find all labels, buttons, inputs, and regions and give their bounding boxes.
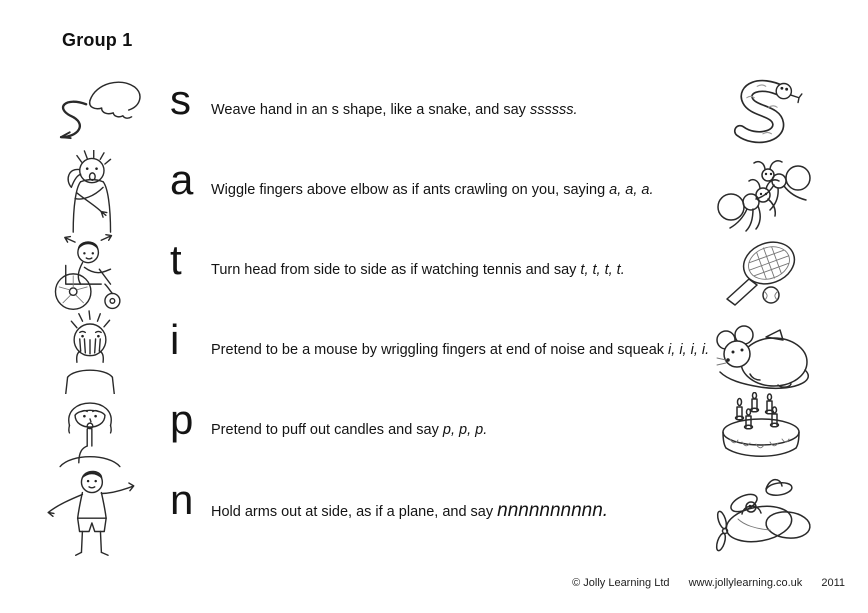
copyright-text: © Jolly Learning Ltd (572, 577, 670, 589)
action-description: Weave hand in an s shape, like a snake, and say (211, 102, 530, 118)
phoneme-letter-s: s (170, 76, 191, 123)
phoneme-letter-p: p (170, 396, 194, 443)
action-description: Pretend to be a mouse by wriggling fingers at end of noise and squeak (211, 342, 669, 358)
action-text (211, 101, 577, 120)
phoneme-letter-n: n (170, 476, 194, 523)
action-text (211, 261, 625, 280)
child-wriggling-fingers-at-nose-image (28, 310, 152, 394)
phoneme-letter-i: i (170, 316, 180, 363)
website-text: www.jollylearning.co.uk (688, 577, 803, 589)
phoneme-row-i (0, 310, 868, 394)
action-description: Turn head from side to side as if watching tennis and say (211, 262, 581, 278)
child-with-arms-out-like-plane-image (28, 470, 152, 554)
phoneme-sound: nnnnnnnnnn. (497, 500, 609, 521)
snake-image (696, 70, 826, 154)
phoneme-sound: i, i, i, i. (668, 342, 710, 358)
child-in-wheelchair-turning-head-image (28, 230, 152, 314)
page-title: Group 1 (62, 30, 133, 50)
action-text (211, 181, 654, 200)
phoneme-letter-a: a (170, 156, 194, 203)
footer (572, 577, 845, 589)
mouse-image (696, 310, 826, 394)
phoneme-row-t (0, 230, 868, 314)
phoneme-row-a (0, 150, 868, 234)
phoneme-letter-t: t (170, 236, 182, 283)
phoneme-sound: t, t, t, t. (580, 262, 625, 278)
action-description: Wiggle fingers above elbow as if ants crawling on you, saying (211, 182, 610, 198)
action-text (211, 421, 487, 440)
child-puffing-out-candles-image (28, 390, 152, 474)
tennis-racket-and-ball-image (696, 230, 826, 314)
ants-image (696, 150, 826, 234)
phoneme-row-p (0, 390, 868, 474)
phoneme-row-s (0, 70, 868, 154)
birthday-cake-with-candles-image (696, 390, 826, 474)
phoneme-row-n (0, 470, 868, 554)
phoneme-sound: ssssss. (529, 102, 578, 118)
year-text: 2011 (821, 577, 845, 589)
aeroplane-image (696, 470, 826, 554)
action-text (211, 341, 709, 360)
action-description: Hold arms out at side, as if a plane, and say (211, 504, 498, 520)
action-text (211, 501, 608, 522)
hand-weaving-s-shape-image (28, 70, 152, 154)
phoneme-sound: p, p, p. (442, 422, 488, 438)
phoneme-sound: a, a, a. (609, 182, 654, 198)
child-wiggling-fingers-above-elbow-image (28, 150, 152, 234)
action-description: Pretend to puff out candles and say (211, 422, 443, 438)
